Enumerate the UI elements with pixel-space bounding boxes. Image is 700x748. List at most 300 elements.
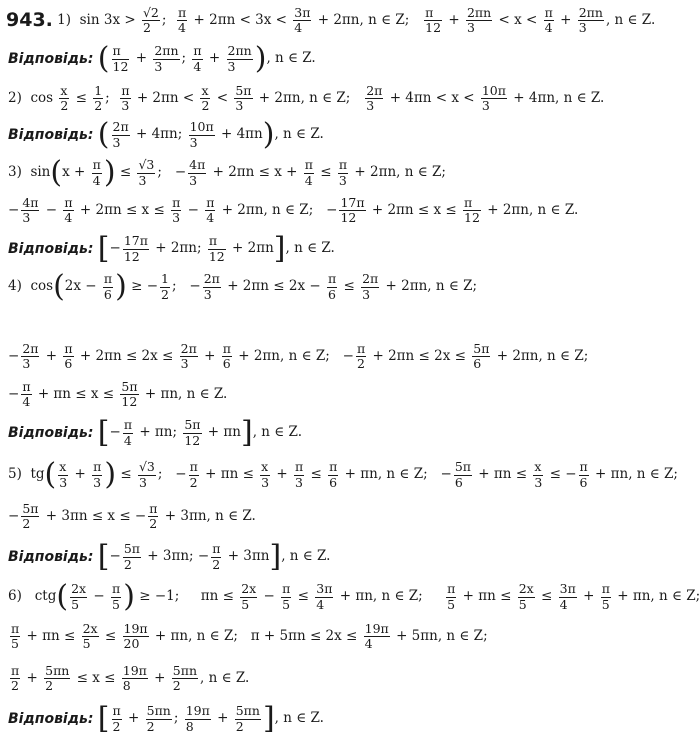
math-text: ≤ <box>306 466 327 483</box>
bracket: ] <box>273 231 286 266</box>
fraction-denominator: 5 <box>112 596 120 612</box>
math-text: + 2πn, n ∈ Z; − <box>217 202 338 219</box>
fraction-numerator: π <box>282 581 291 597</box>
fraction-denominator: 5 <box>241 596 250 612</box>
fraction-denominator: 2 <box>161 286 169 302</box>
math-text: − <box>8 348 20 365</box>
bracket: ) <box>123 579 135 614</box>
fraction <box>446 582 456 612</box>
fraction-numerator: π <box>92 157 101 173</box>
fraction <box>59 84 69 114</box>
fraction-denominator: 3 <box>466 20 475 36</box>
math-text: < x < <box>494 12 542 29</box>
math-text: + <box>123 710 144 727</box>
fraction <box>227 44 253 74</box>
fraction-numerator: π <box>172 195 181 210</box>
fraction <box>222 342 232 372</box>
fraction-denominator: 2 <box>11 678 19 694</box>
fraction-denominator: 3 <box>22 210 31 226</box>
fraction-denominator: 3 <box>235 98 244 114</box>
fraction-numerator: 2x <box>82 621 98 636</box>
math-text: ; <box>173 710 183 727</box>
math-text: + 2πn < 3x < <box>189 12 292 29</box>
fraction <box>123 622 149 652</box>
solution-line <box>0 539 681 574</box>
fraction-numerator: π <box>112 703 121 719</box>
fraction-denominator: 4 <box>316 596 325 612</box>
math-text: + 2πn, n ∈ Z. <box>482 202 579 219</box>
fraction-denominator: 5 <box>282 596 291 612</box>
solution-line <box>0 502 681 532</box>
fraction-numerator: π <box>327 271 337 287</box>
fraction <box>328 460 338 490</box>
fraction-numerator: π <box>123 417 133 433</box>
fraction-numerator: 3π <box>559 581 576 597</box>
fraction-denominator: 3 <box>366 98 375 114</box>
answer-label: Відповідь: <box>8 549 94 565</box>
fraction-denominator: 4 <box>22 394 31 410</box>
fraction-numerator: 5π <box>454 459 471 475</box>
math-text: ≤ <box>536 588 557 605</box>
math-text: + 2πn, n ∈ Z; <box>381 278 478 295</box>
fraction-denominator: 6 <box>473 356 482 372</box>
fraction-denominator: 2 <box>112 718 121 734</box>
math-text: + <box>131 50 152 67</box>
fraction-numerator: 2πn <box>578 5 603 20</box>
fraction-denominator: 12 <box>121 394 138 410</box>
fraction-numerator: π <box>338 157 348 173</box>
solution-line <box>0 6 681 36</box>
fraction <box>177 6 187 36</box>
fraction <box>123 234 149 264</box>
math-text: − <box>183 202 204 219</box>
math-text: − <box>109 240 121 257</box>
fraction-denominator: 6 <box>329 474 338 490</box>
fraction <box>70 582 87 612</box>
fraction-denominator: 2 <box>189 474 198 490</box>
fraction <box>315 582 333 612</box>
fraction <box>92 158 102 188</box>
bracket: ) <box>115 269 127 304</box>
math-text: − <box>109 548 121 565</box>
fraction-denominator: 4 <box>193 58 202 74</box>
fraction-numerator: π <box>64 195 73 210</box>
solution-line <box>0 579 700 614</box>
fraction-denominator: 2 <box>123 556 132 572</box>
fraction <box>211 542 221 572</box>
fraction-denominator: 3 <box>22 356 31 372</box>
math-text: + πn; <box>135 424 182 441</box>
fraction <box>21 502 39 532</box>
math-text: + 2πn ≤ x + <box>208 164 302 181</box>
fraction-denominator: 3 <box>338 172 347 188</box>
fraction-numerator: π <box>11 663 20 678</box>
fraction <box>103 272 113 302</box>
fraction-numerator: 5πn <box>146 703 171 719</box>
math-text: + 2πn, n ∈ Z; <box>492 348 589 365</box>
fraction-denominator: 3 <box>59 474 68 490</box>
math-text: + πn, n ∈ Z. <box>140 386 228 403</box>
fraction <box>463 196 481 226</box>
fraction <box>93 84 103 114</box>
fraction-numerator: 4π <box>189 157 206 173</box>
fraction-numerator: π <box>447 581 456 597</box>
math-text: + πn, n ∈ Z; <box>335 588 445 605</box>
fraction-numerator: 5πn <box>172 663 197 678</box>
fraction-denominator: 3 <box>121 98 130 114</box>
fraction-denominator: 12 <box>112 58 129 74</box>
math-text: 1) sin 3x > <box>52 12 140 29</box>
fraction-denominator: 3 <box>534 474 543 490</box>
fraction-denominator: 3 <box>295 474 303 490</box>
fraction-denominator: 5 <box>82 636 91 652</box>
math-text: + <box>199 348 220 365</box>
math-text: + <box>555 12 576 29</box>
math-text: + 2πn, n ∈ Z; <box>350 164 446 181</box>
fraction-numerator: 19π <box>122 663 147 678</box>
fraction <box>142 6 160 36</box>
fraction-numerator: 2π <box>203 271 220 287</box>
solution-line <box>0 84 681 114</box>
fraction-numerator: π <box>579 459 588 475</box>
bracket: ) <box>262 117 275 152</box>
fraction <box>123 418 133 448</box>
bracket: [ <box>97 415 110 450</box>
fraction-denominator: 5 <box>11 636 19 652</box>
fraction-numerator: π <box>22 379 31 394</box>
math-text: + πn ≤ <box>200 466 259 483</box>
fraction-denominator: 12 <box>464 210 480 226</box>
bracket: ] <box>262 701 275 736</box>
fraction-numerator: √2 <box>142 5 159 20</box>
fraction-numerator: π <box>544 5 553 20</box>
fraction <box>293 6 311 36</box>
fraction <box>559 582 577 612</box>
fraction-numerator: π <box>112 581 121 597</box>
fraction-numerator: 2πn <box>227 43 252 59</box>
fraction-denominator: 2 <box>94 98 103 114</box>
math-text: + 4πn < x < <box>385 90 479 107</box>
answer-label: Відповідь: <box>8 711 94 727</box>
fraction-numerator: 5π <box>121 379 138 394</box>
math-text: + πn, n ∈ Z; − <box>340 466 452 483</box>
fraction-numerator: 19π <box>123 621 148 636</box>
fraction-numerator: π <box>11 621 20 636</box>
fraction-numerator: 5πn <box>45 663 70 678</box>
fraction-numerator: 2x <box>241 581 257 597</box>
fraction-denominator: 3 <box>138 172 147 188</box>
fraction <box>21 196 39 226</box>
solution-line <box>0 457 681 492</box>
fraction-numerator: π <box>295 459 304 475</box>
fraction-numerator: π <box>149 501 158 516</box>
math-text: + 3πn, n ∈ Z. <box>160 508 256 525</box>
math-text: , n ∈ Z. <box>274 710 324 727</box>
solution-line <box>0 155 681 190</box>
math-text: + πn, n ∈ Z; <box>590 466 678 483</box>
fraction-denominator: 4 <box>544 20 553 36</box>
fraction-numerator: x <box>261 459 269 475</box>
math-text: + πn, n ∈ Z; <box>612 588 700 605</box>
fraction-numerator: 5π <box>22 501 39 516</box>
math-text: ≤ <box>339 278 360 295</box>
fraction <box>327 272 337 302</box>
fraction-numerator: π <box>222 341 231 356</box>
solution-line <box>0 269 681 304</box>
math-text: x + <box>62 164 90 181</box>
fraction <box>153 44 179 74</box>
fraction-denominator: 12 <box>425 20 442 36</box>
fraction-numerator: 5πn <box>235 703 260 719</box>
fraction-numerator: 2πn <box>466 5 492 20</box>
fraction-denominator: 2 <box>149 516 158 532</box>
fraction-denominator: 20 <box>123 636 140 652</box>
fraction <box>192 44 202 74</box>
fraction <box>466 6 492 36</box>
math-text: + πn, n ∈ Z; π + 5πn ≤ 2x ≤ <box>150 628 362 645</box>
fraction-numerator: √3 <box>138 459 155 475</box>
fraction-denominator: 4 <box>178 20 186 36</box>
fraction-denominator: 6 <box>103 286 112 302</box>
fraction-denominator: 2 <box>212 556 221 572</box>
fraction <box>518 582 535 612</box>
fraction <box>44 664 70 694</box>
math-text: , n ∈ Z. <box>200 670 250 687</box>
fraction <box>123 542 141 572</box>
fraction-numerator: π <box>189 459 198 475</box>
fraction-denominator: 3 <box>112 134 121 150</box>
fraction <box>579 460 589 490</box>
math-text: ; − <box>172 278 201 295</box>
math-text: + 2πn, n ∈ Z; − <box>233 348 354 365</box>
solution-line <box>0 380 681 410</box>
fraction-denominator: 6 <box>64 356 73 372</box>
fraction-denominator: 5 <box>447 596 456 612</box>
fraction-numerator: π <box>206 195 215 210</box>
math-text: − <box>259 588 280 605</box>
bracket: ( <box>97 117 110 152</box>
math-text: ≥ −1; πn ≤ <box>134 588 239 605</box>
fraction-denominator: 4 <box>92 172 101 188</box>
math-text: < <box>212 90 233 107</box>
fraction-denominator: 4 <box>123 432 132 448</box>
math-text: + <box>444 12 464 29</box>
fraction-denominator: 3 <box>93 474 102 490</box>
fraction-denominator: 3 <box>203 286 212 302</box>
fraction-numerator: 5π <box>473 341 490 356</box>
fraction-numerator: 17π <box>123 233 148 249</box>
fraction-numerator: π <box>121 83 130 98</box>
fraction-numerator: π <box>212 541 221 557</box>
fraction-denominator: 2 <box>146 718 155 734</box>
math-text: + <box>149 670 170 687</box>
solution-line <box>0 196 681 226</box>
fraction-denominator: 3 <box>261 474 270 490</box>
fraction-numerator: x <box>534 459 542 475</box>
fraction-denominator: 2 <box>235 718 244 734</box>
fraction-numerator: π <box>424 6 442 21</box>
math-text: , n ∈ Z. <box>281 548 331 565</box>
fraction <box>189 460 199 490</box>
fraction-numerator: x <box>60 83 68 98</box>
fraction-denominator: 4 <box>206 210 215 226</box>
fraction <box>160 272 170 302</box>
math-text: ≥ − <box>126 278 159 295</box>
fraction-denominator: 6 <box>454 474 463 490</box>
fraction-denominator: 2 <box>45 678 54 694</box>
fraction-denominator: 4 <box>559 596 568 612</box>
math-text: 5) tg <box>8 466 45 483</box>
math-text: ; <box>105 90 119 107</box>
bracket: ) <box>254 41 267 76</box>
math-text: , n ∈ Z. <box>266 50 316 67</box>
fraction-numerator: 19π <box>364 621 389 636</box>
math-text: − <box>8 386 20 403</box>
fraction-numerator: π <box>356 341 366 356</box>
math-text: 4) cos <box>8 278 54 295</box>
math-text: + 5πn, n ∈ Z; <box>391 628 488 645</box>
math-text: − <box>8 508 20 525</box>
fraction-numerator: 5π <box>235 83 252 98</box>
fraction-numerator: √3 <box>138 157 155 173</box>
math-text: + 2πn, n ∈ Z; <box>313 12 423 29</box>
fraction <box>200 84 210 114</box>
bracket: [ <box>97 231 110 266</box>
math-text: ; − <box>157 466 187 483</box>
fraction-numerator: 2π <box>180 341 197 356</box>
fraction-denominator: 2 <box>22 516 31 532</box>
fraction-numerator: 2π <box>22 341 39 356</box>
math-text: + <box>204 50 225 67</box>
math-text: + <box>272 466 293 483</box>
fraction-denominator: 3 <box>138 474 147 490</box>
solution-line <box>0 701 681 736</box>
bracket: ] <box>240 415 253 450</box>
fraction <box>454 460 472 490</box>
bracket: [ <box>97 539 110 574</box>
solution-line <box>0 231 681 266</box>
math-text: + 3πn ≤ x ≤ − <box>41 508 147 525</box>
fraction-numerator: π <box>103 271 113 287</box>
problem-number: 943. <box>6 9 53 32</box>
fraction <box>122 664 148 694</box>
fraction-numerator: 2π <box>112 119 129 135</box>
fraction-numerator: 3π <box>316 581 333 597</box>
math-text: 3) sin <box>8 164 51 181</box>
fraction-denominator: 4 <box>294 20 303 36</box>
fraction-denominator: 2 <box>142 20 151 36</box>
fraction-denominator: 5 <box>518 596 527 612</box>
fraction-numerator: π <box>64 341 73 356</box>
fraction <box>171 196 181 226</box>
math-text: + πn <box>203 424 241 441</box>
fraction <box>544 6 554 36</box>
fraction <box>10 622 20 652</box>
math-text: ≤ <box>100 628 121 645</box>
fraction <box>364 622 390 652</box>
fraction-denominator: 3 <box>172 210 181 226</box>
solution-line <box>0 664 681 694</box>
fraction-numerator: 10π <box>481 83 506 98</box>
math-text: ; − <box>157 164 187 181</box>
answer-label: Відповідь: <box>8 127 94 143</box>
math-text: 2x − <box>64 278 101 295</box>
fraction-denominator: 5 <box>71 596 80 612</box>
fraction <box>240 582 257 612</box>
fraction-numerator: 2π <box>362 271 379 287</box>
bracket: ( <box>56 579 69 614</box>
fraction-numerator: 2x <box>71 581 87 597</box>
fraction-denominator: 6 <box>579 474 588 490</box>
fraction <box>92 460 102 490</box>
math-text: + 3πn <box>223 548 270 565</box>
math-text: + 2πn <box>227 240 274 257</box>
answer-label: Відповідь: <box>8 241 94 257</box>
solution-line <box>0 415 681 450</box>
math-text: − <box>41 202 62 219</box>
fraction-denominator: 3 <box>180 356 189 372</box>
fraction <box>21 380 31 410</box>
fraction <box>294 460 304 490</box>
fraction <box>472 342 490 372</box>
fraction <box>235 704 261 734</box>
solution-line <box>0 117 681 152</box>
fraction-denominator: 8 <box>185 718 194 734</box>
fraction <box>481 84 507 114</box>
fraction-numerator: 4π <box>22 195 39 210</box>
fraction <box>356 342 366 372</box>
fraction-denominator: 3 <box>362 286 371 302</box>
fraction-numerator: π <box>329 459 338 475</box>
fraction-denominator: 5 <box>601 596 610 612</box>
math-text: + 2πn ≤ 2x ≤ <box>368 348 471 365</box>
fraction-denominator: 12 <box>340 210 357 226</box>
fraction-denominator: 2 <box>60 98 69 114</box>
fraction <box>424 6 442 36</box>
bracket: ( <box>97 41 110 76</box>
fraction-denominator: 12 <box>184 432 201 448</box>
fraction-numerator: 10π <box>189 119 214 135</box>
math-text: − <box>109 424 121 441</box>
math-text: ≤ − <box>545 466 577 483</box>
fraction <box>112 704 122 734</box>
bracket: [ <box>97 701 110 736</box>
fraction-numerator: 5π <box>123 541 140 557</box>
fraction <box>180 342 198 372</box>
fraction-numerator: π <box>178 5 187 20</box>
math-text: + <box>41 348 62 365</box>
math-text: ≤ <box>71 90 92 107</box>
fraction-numerator: x <box>59 459 67 475</box>
fraction <box>208 234 226 264</box>
math-text: + 2πn ≤ 2x ≤ <box>75 348 178 365</box>
fraction-numerator: 1 <box>94 83 103 98</box>
fraction-numerator: 19π <box>185 703 210 719</box>
math-text: ; <box>161 12 176 29</box>
math-text: ≤ <box>115 164 136 181</box>
fraction-numerator: π <box>112 44 130 59</box>
bracket: ] <box>269 539 282 574</box>
fraction-denominator: 6 <box>327 286 336 302</box>
fraction-numerator: 1 <box>161 271 169 287</box>
fraction-numerator: 2πn <box>154 43 179 59</box>
fraction-numerator: π <box>304 157 313 173</box>
math-text: + <box>212 710 233 727</box>
math-text: − <box>89 588 109 605</box>
fraction <box>234 84 252 114</box>
fraction <box>120 380 138 410</box>
fraction <box>111 582 121 612</box>
